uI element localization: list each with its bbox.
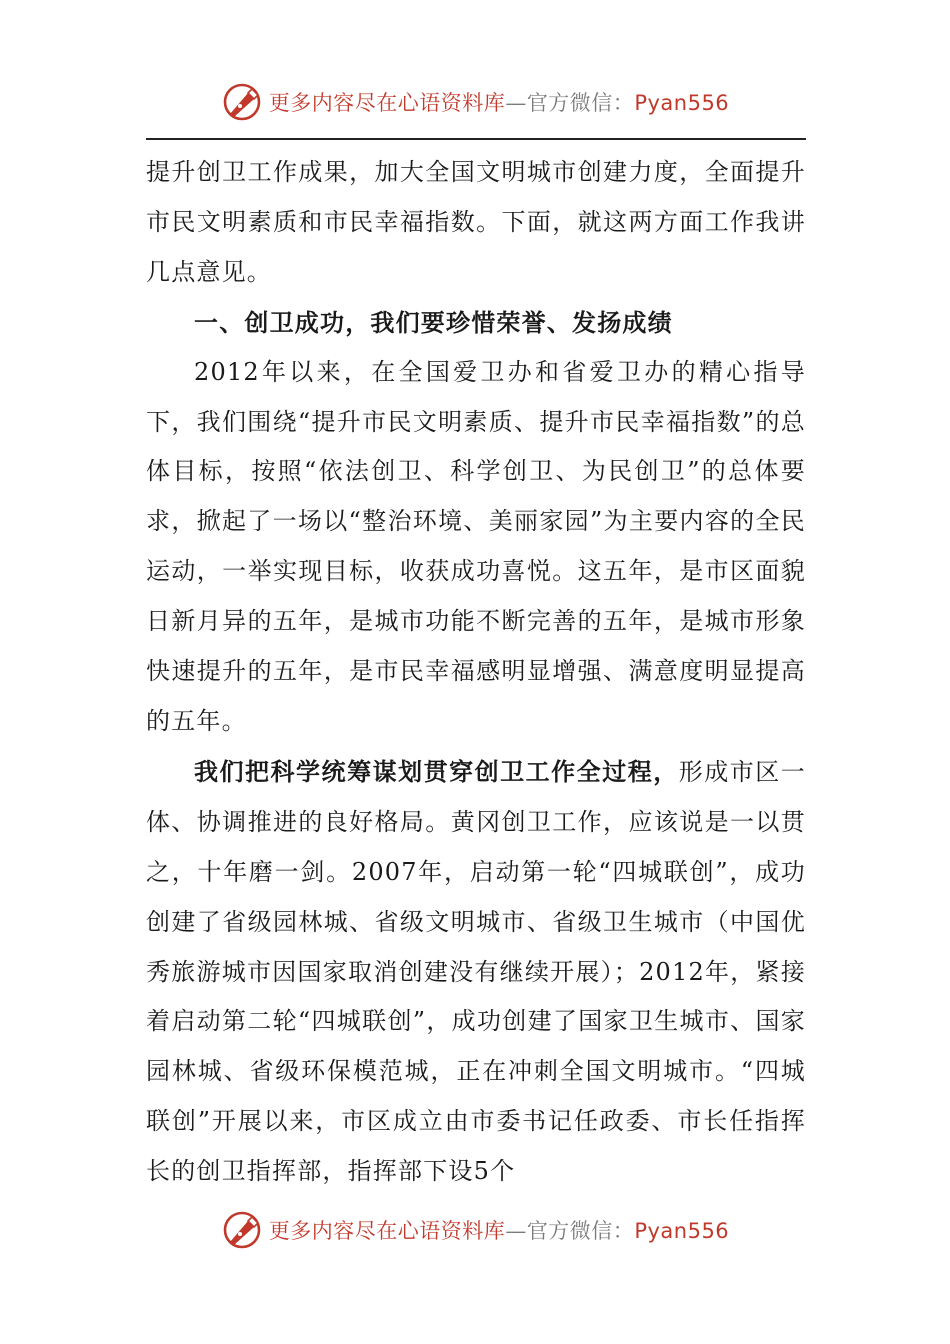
header-site-name: 更多内容尽在心语资料库 <box>268 91 506 115</box>
header-text <box>269 87 729 117</box>
paragraph-3-text: 形成市区一体、协调推进的良好格局。黄冈创卫工作，应该说是一以贯之，十年磨一剑。2007年，启动第一轮“四城联创”，成功创建了省级园林城、省级文明城市、省级卫生城市（中国优秀旅游城市因国家取消创建没有继续开展）；2012年，紧接着启动第二轮“四城联创”，成功创建了国家卫生城市、国家园林城、省级环保模范城，正在冲刺全国文明城市。“四城联创”开展以来，市区成立由市委书记任政委、市长任指挥长的创卫指挥部，指挥部下设5个 <box>146 757 806 1186</box>
footer-wechat-id: Pyan556 <box>634 1219 730 1243</box>
paragraph-3 <box>146 747 806 1197</box>
footer-banner <box>0 1208 950 1252</box>
header-wechat-label: —官方微信： <box>505 91 635 115</box>
footer-text <box>269 1215 729 1245</box>
footer-wechat-label: —官方微信： <box>505 1219 635 1243</box>
document-body <box>146 148 806 1197</box>
pen-nib-circle-icon <box>221 1209 263 1251</box>
paragraph-3-lead: 我们把科学统筹谋划贯穿创卫工作全过程， <box>194 756 679 786</box>
pen-nib-circle-icon <box>221 81 263 123</box>
paragraph-1: 提升创卫工作成果，加大全国文明城市创建力度，全面提升市民文明素质和市民幸福指数。下面，就这两方面工作我讲几点意见。 <box>146 158 806 286</box>
paragraph-2: 2012年以来，在全国爱卫办和省爱卫办的精心指导下，我们围绕“提升市民文明素质、提升市民幸福指数”的总体目标，按照“依法创卫、科学创卫、为民创卫”的总体要求，掀起了一场以“整治环境、美丽家园”为主要内容的全民运动，一举实现目标，收获成功喜悦。这五年，是市区面貌日新月异的五年，是城市功能不断完善的五年，是城市形象快速提升的五年，是市民幸福感明显增强、满意度明显提高的五年。 <box>146 357 806 735</box>
header-banner <box>0 80 950 124</box>
section-heading-1: 一、创卫成功，我们要珍惜荣誉、发扬成绩 <box>194 307 673 337</box>
header-wechat-id: Pyan556 <box>634 91 730 115</box>
header-rule <box>146 138 806 140</box>
footer-site-name: 更多内容尽在心语资料库 <box>268 1219 506 1243</box>
